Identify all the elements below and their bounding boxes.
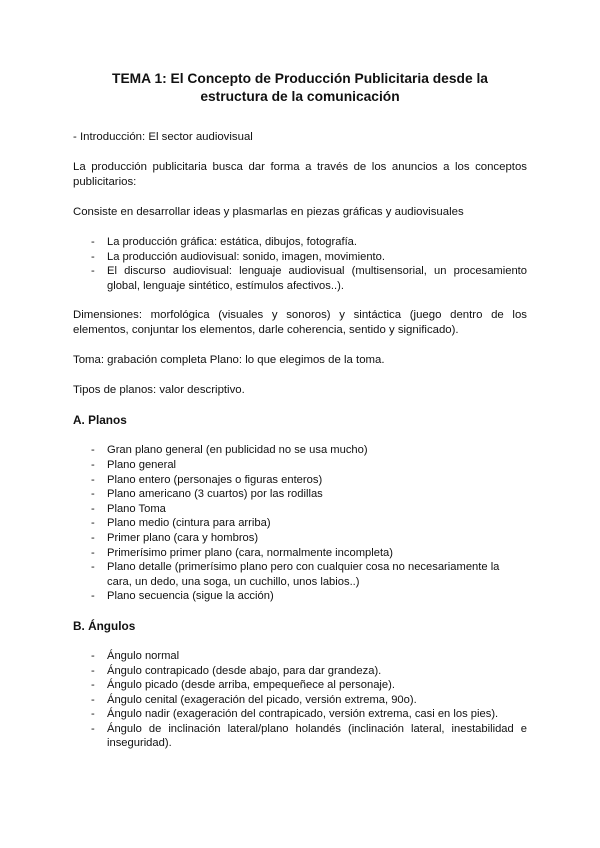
list-item: - Plano detalle (primerísimo plano pero con cualquier cosa no necesariamente la cara, un dedo, una soga, un cuchillo, unos labios..) [107, 560, 527, 589]
list-item: - Ángulo picado (desde arriba, empequeñece al personaje). [107, 678, 527, 693]
paragraph-tipos: Tipos de planos: valor descriptivo. [73, 384, 245, 397]
list-item: - Plano general [107, 458, 527, 473]
list-item: - Primerísimo primer plano (cara, normalmente incompleta) [107, 546, 527, 561]
list-item: - Ángulo normal [107, 649, 527, 664]
list-item: - La producción gráfica: estática, dibujos, fotografía. [107, 235, 527, 250]
page-title: TEMA 1: El Concepto de Producción Publicitaria desde la estructura de la comunicación [112, 71, 488, 104]
paragraph-toma: Toma: grabación completa Plano: lo que elegimos de la toma. [73, 354, 385, 367]
list-item: - Plano Toma [107, 502, 527, 517]
list-item: - Gran plano general (en publicidad no se usa mucho) [107, 443, 527, 458]
paragraph-dimensiones: Dimensiones: morfológica (visuales y sonoros) y sintáctica (juego dentro de los elementos, conjuntar los elementos, darle coherencia, sentido y significado). [73, 309, 527, 337]
list-item: - Ángulo cenital (exageración del picado, versión extrema, 90o). [107, 693, 527, 708]
list-item: - Primer plano (cara y hombros) [107, 531, 527, 546]
section-b-heading: B. Ángulos [73, 618, 136, 633]
angulos-list [73, 649, 527, 751]
paragraph-consiste: Consiste en desarrollar ideas y plasmarlas en piezas gráficas y audiovisuales [73, 206, 464, 218]
list-item: - Plano medio (cintura para arriba) [107, 516, 527, 531]
planos-list [73, 443, 527, 604]
list-item: - Plano secuencia (sigue la acción) [107, 589, 527, 604]
list-item: - El discurso audiovisual: lenguaje audiovisual (multisensorial, un procesamiento global, lenguaje sintético, estímulos afectivos..). [107, 264, 527, 293]
list-item: - La producción audiovisual: sonido, imagen, movimiento. [107, 250, 527, 265]
list-item: - Plano entero (personajes o figuras enteros) [107, 473, 527, 488]
production-list [73, 235, 527, 293]
list-item: - Plano americano (3 cuartos) por las rodillas [107, 487, 527, 502]
paragraph-production: La producción publicitaria busca dar forma a través de los anuncios a los conceptos publicitarios: [73, 161, 527, 188]
list-item: - Ángulo nadir (exageración del contrapicado, versión extrema, casi en los pies). [107, 707, 527, 722]
section-a-heading: A. Planos [73, 413, 127, 428]
list-item: - Ángulo contrapicado (desde abajo, para dar grandeza). [107, 664, 527, 679]
intro-line: - Introducción: El sector audiovisual [73, 131, 253, 143]
list-item: - Ángulo de inclinación lateral/plano holandés (inclinación lateral, inestabilidad e inseguridad). [107, 722, 527, 751]
